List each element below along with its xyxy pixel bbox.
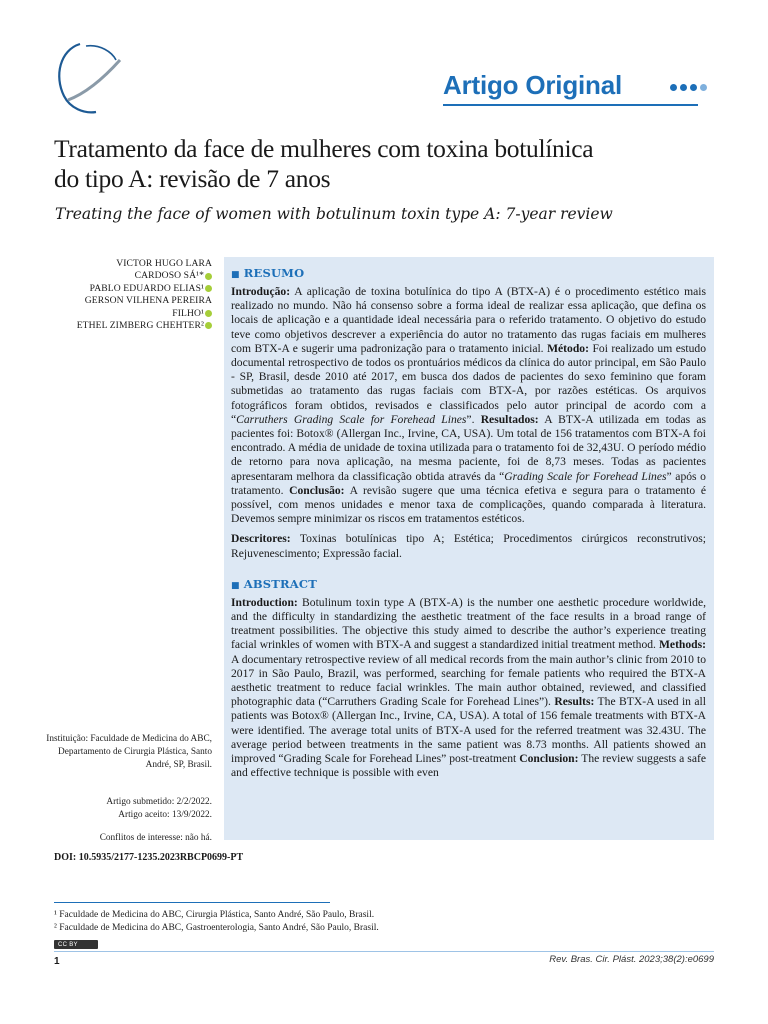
author-text: ETHEL ZIMBERG CHEHTER² bbox=[76, 320, 204, 332]
orcid-icon[interactable] bbox=[205, 273, 212, 280]
orcid-icon[interactable] bbox=[205, 285, 212, 292]
footnote-1: ¹ Faculdade de Medicina do ABC, Cirurgia Plástica, Santo André, São Paulo, Brasil. bbox=[54, 910, 375, 920]
author-name bbox=[40, 283, 212, 295]
journal-logo-icon bbox=[50, 36, 126, 126]
author-text: FILHO¹ bbox=[172, 307, 204, 319]
submitted-date: Artigo submetido: 2/2/2022. bbox=[106, 797, 212, 807]
title-line-2: do tipo A: revisão de 7 anos bbox=[54, 164, 331, 193]
conflicts-note: Conflitos de interesse: não há. bbox=[99, 833, 212, 843]
footer-rule bbox=[54, 951, 714, 952]
article-title-pt bbox=[54, 134, 744, 194]
article-title-en: Treating the face of women with botulinum toxin type A: 7-year review bbox=[55, 205, 613, 223]
author-text: PABLO EDUARDO ELIAS¹ bbox=[89, 282, 204, 294]
cc-license-icon[interactable]: CC BY bbox=[54, 940, 98, 949]
title-line-1: Tratamento da face de mulheres com toxina botulínica bbox=[54, 134, 594, 163]
footnote-rule bbox=[54, 902, 330, 903]
institution-note: Instituição: Faculdade de Medicina do ABC, Departamento de Cirurgia Plástica, Santo André, SP, Brasil. bbox=[46, 734, 212, 770]
header-rule bbox=[443, 104, 698, 106]
author-name bbox=[40, 320, 212, 332]
article-dates bbox=[40, 796, 212, 822]
author-text: VICTOR HUGO LARA bbox=[116, 258, 212, 269]
article-type-label: Artigo Original bbox=[443, 70, 623, 100]
author-text: CARDOSO SÁ¹* bbox=[134, 270, 204, 282]
resumo-descriptors: Descritores: Toxinas botulínicas tipo A; Estética; Procedimentos cirúrgicos reconstrutivos; Rejuvenescimento; Expressão facial. bbox=[231, 532, 706, 560]
author-name bbox=[40, 258, 212, 270]
author-name bbox=[40, 270, 212, 282]
footnote-2: ² Faculdade de Medicina do ABC, Gastroenterologia, Santo André, São Paulo, Brasil. bbox=[54, 923, 379, 933]
author-list bbox=[40, 258, 212, 332]
author-name bbox=[40, 295, 212, 307]
author-name bbox=[40, 308, 212, 320]
abstract-body: Introduction: Botulinum toxin type A (BTX-A) is the number one aesthetic procedure worldwide, and the difficulty in standardizing the aesthetic treatment of the face results in a broad range of treatment possibilities. The objective this study aimed to describe the author’s experience treating facial wrinkles of women with BTX-A and suggest a standardized initial treatment method. Methods: A documentary retrospective review of all medical records from the main author’s clinic from 2010 to 2017 in São Paulo, Brazil, was performed, searching for female patients who required the BTX-A aesthetic treatment to reduce facial wrinkles. The main author obtained, reviewed, and classified photographic data (“Carruthers Grading Scale for Forehead Lines”). Results: The BTX-A used in all patients was Botox® (Allergan Inc., Irvine, CA, USA). A total of 156 female treatments with BTX-A were identified. The average total units of BTX-A used for the referred treatment was 32.43U. The average period between treatments in the same patient was 8.73 months. All patients showed an improved “Grading Scale for Forehead Lines” post-treatment Conclusion: The review suggests a safe and effective technique is possible with even bbox=[231, 595, 706, 780]
abstract-box bbox=[224, 257, 714, 840]
page-number: 1 bbox=[54, 956, 60, 967]
doi-link[interactable]: DOI: 10.5935/2177-1235.2023RBCP0699-PT bbox=[54, 852, 244, 863]
orcid-icon[interactable] bbox=[205, 310, 212, 317]
journal-citation: Rev. Bras. Cir. Plást. 2023;38(2):e0699 bbox=[549, 954, 714, 965]
author-text: GERSON VILHENA PEREIRA bbox=[84, 295, 212, 307]
accepted-date: Artigo aceito: 13/9/2022. bbox=[118, 810, 212, 820]
resumo-heading: ■ RESUMO bbox=[231, 266, 305, 280]
abstract-heading: ■ ABSTRACT bbox=[231, 576, 318, 591]
header-dots-decoration bbox=[670, 84, 707, 91]
resumo-body: Introdução: A aplicação de toxina botulínica do tipo A (BTX-A) é o procedimento estético mais realizado no mundo. Não há consenso sobre a forma ideal de realizar essa aplicação, que defina os locais de aplicação e a quantidade ideal necessária para o referido tratamento. O objetivo do estudo teve como objetivos descrever a experiência do autor no tratamento das rugas faciais em mulheres com BTX-A e sugerir uma padronização para o tratamento inicial. Método: Foi realizado um estudo documental retrospectivo de todos os prontuários médicos da clínica do autor principal, em São Paulo - SP, Brasil, desde 2010 até 2017, em busca dos dados de pacientes do sexo feminino que foram submetidas ao tratamento das rugas faciais com BTX-A, por razões estéticas. Os arquivos fotográficos foram obtidos, revisados e classificados pelo autor principal de acordo com a “Carruthers Grading Scale for Forehead Lines”. Resultados: A BTX-A utilizada em todas as pacientes foi: Botox® (Allergan Inc., Irvine, CA, USA). Um total de 156 tratamentos com BTX-A foi encontrado. A média de unidade de toxina utilizada para o tratamento foi de 32,43U. O período médio de retorno para nova aplicação, na mesma paciente, foi de 8,73 meses. Todas as pacientes apresentaram melhora da classificação obtida através da “Grading Scale for Forehead Lines” após o tratamento. Conclusão: A revisão sugere que uma técnica efetiva e segura para o tratamento é possível, com menos unidades e menor taxa de complicações, quando comparada à literatura. Devemos sempre minimizar os riscos em tratamentos estéticos. bbox=[231, 285, 707, 526]
orcid-icon[interactable] bbox=[205, 322, 212, 329]
